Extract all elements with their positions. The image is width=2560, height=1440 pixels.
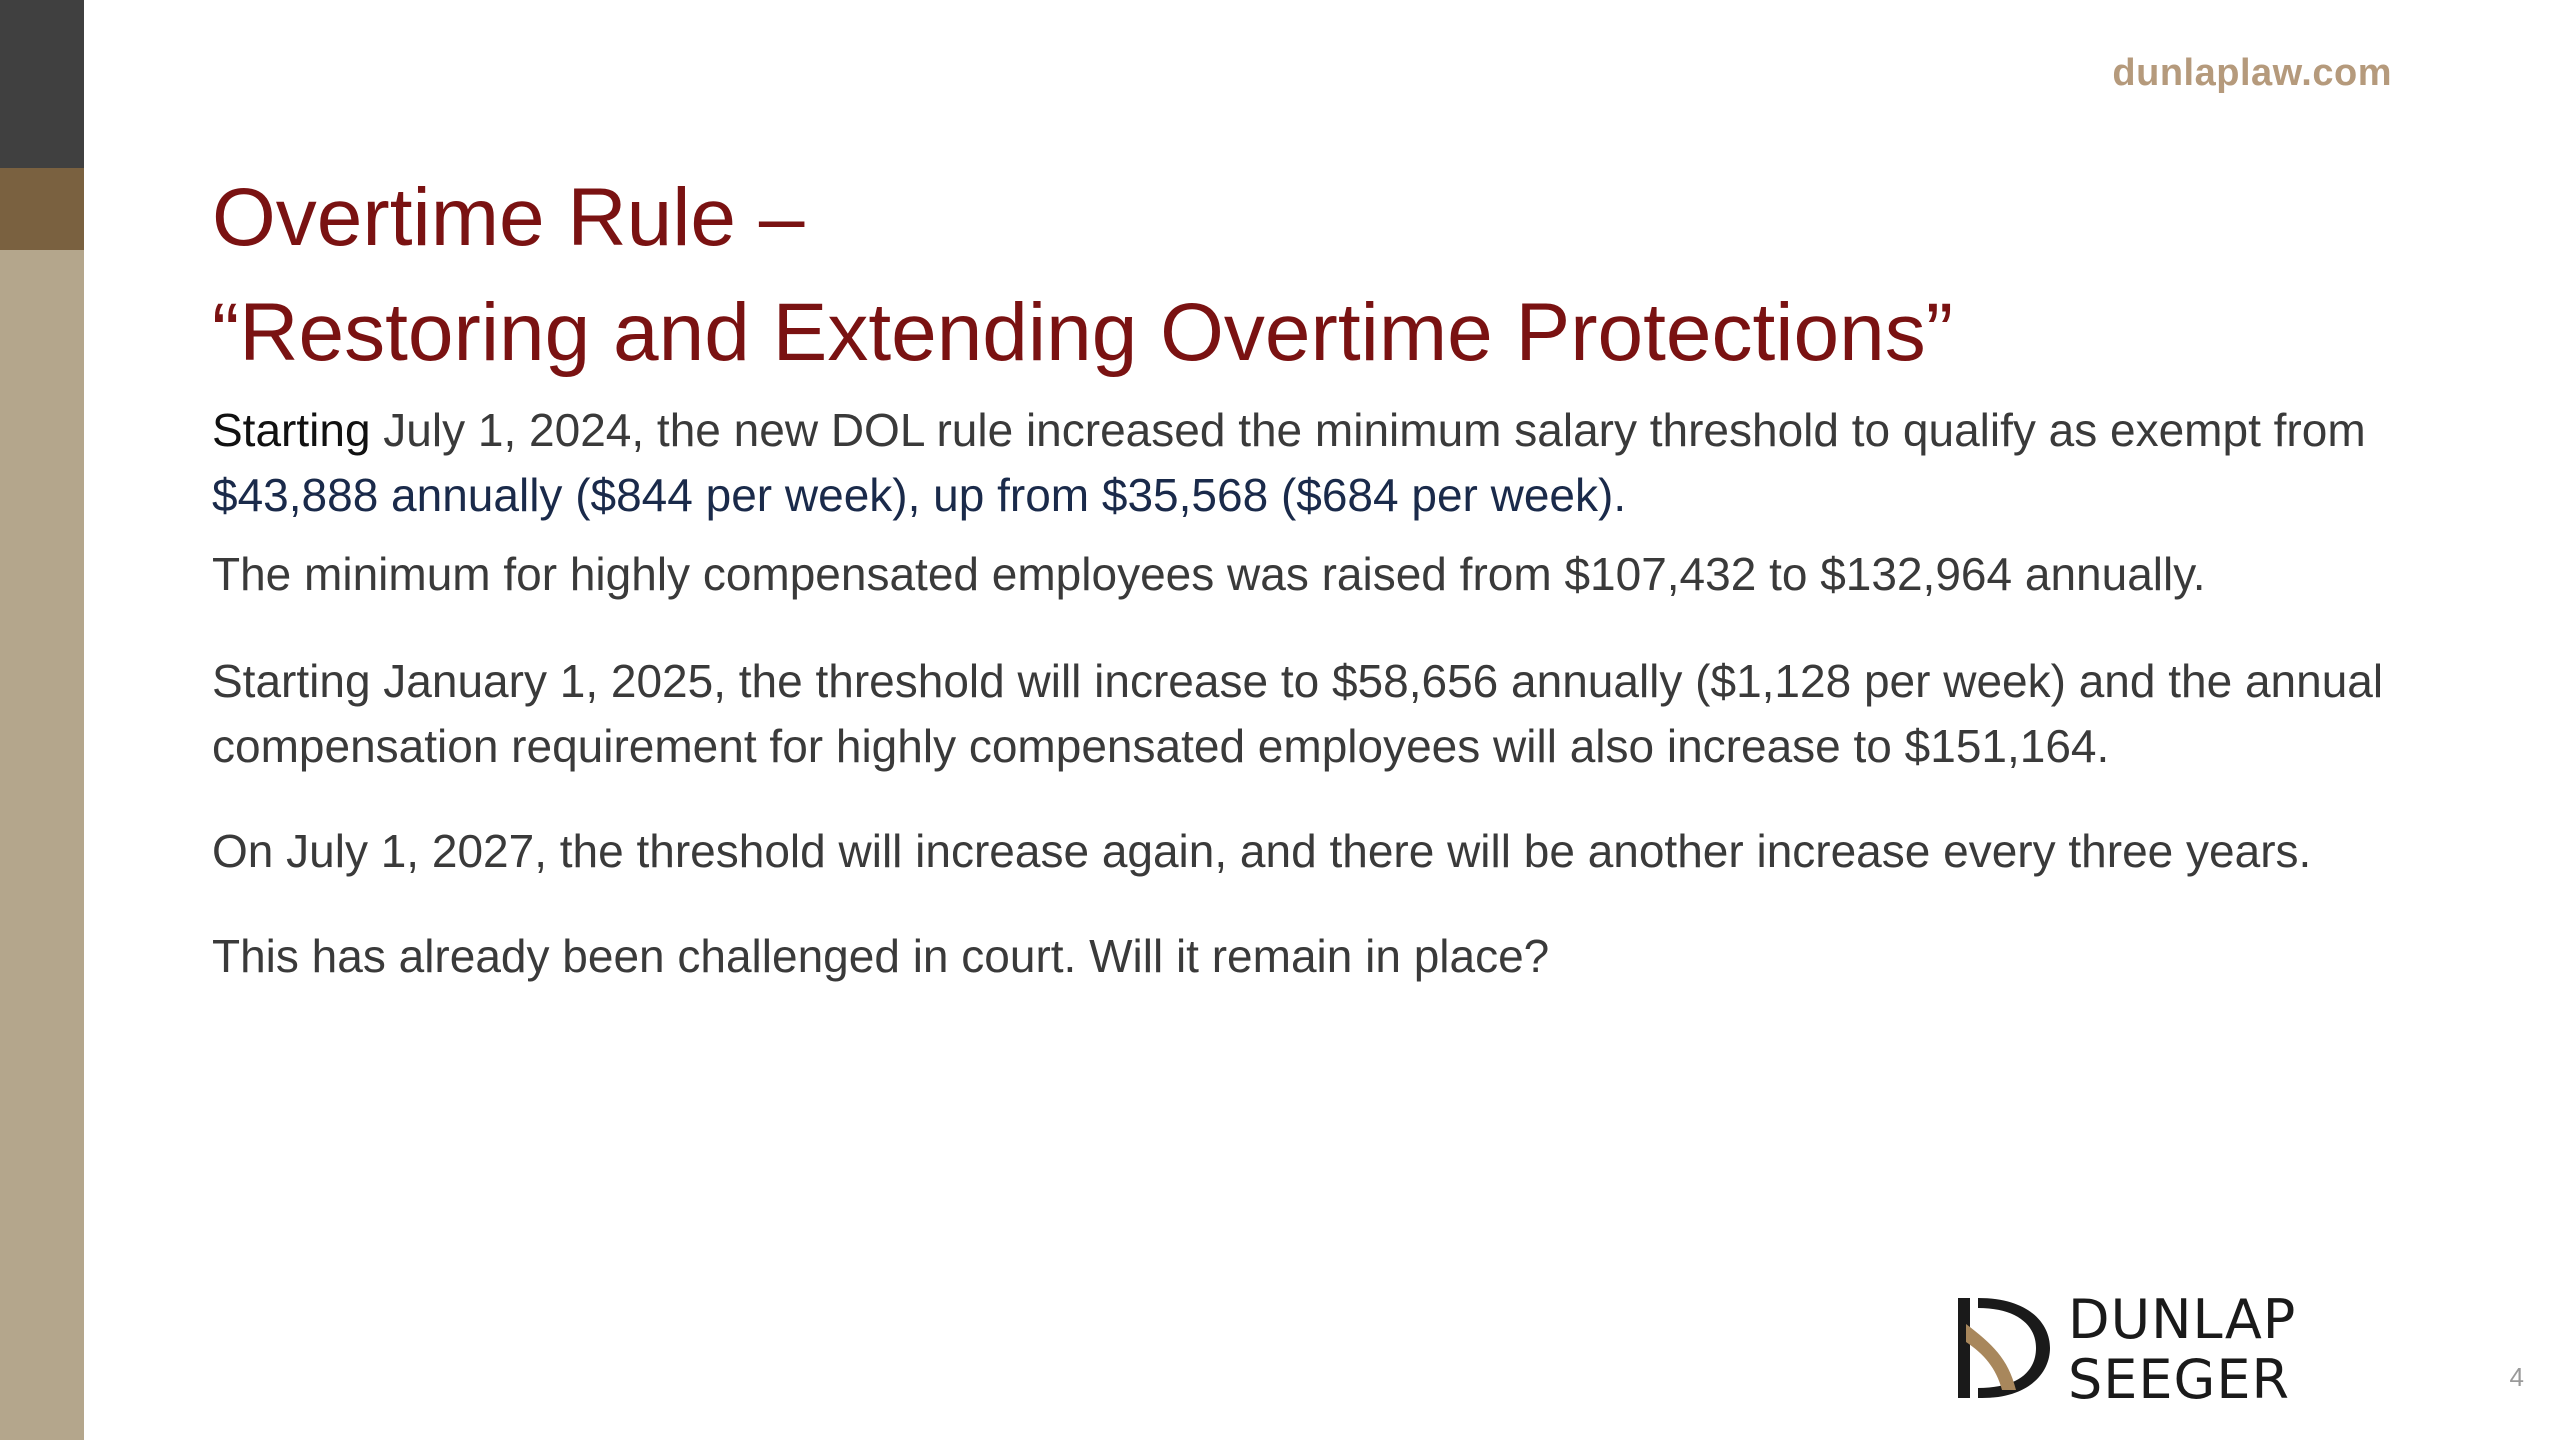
- sidebar-accent: [0, 0, 84, 1440]
- slide-title-line-2: “Restoring and Extending Overtime Protections”: [212, 287, 1954, 378]
- paragraph-threshold-2027: On July 1, 2027, the threshold will increase again, and there will be another increase every three years.: [212, 825, 2312, 877]
- paragraph-lead-word: Starting: [212, 404, 371, 456]
- paragraph-highly-compensated: The minimum for highly compensated employees was raised from $107,432 to $132,964 annually.: [212, 548, 2206, 600]
- site-url: dunlaplaw.com: [2112, 52, 2392, 94]
- logo-wordmark-line-2: SEEGER: [2068, 1348, 2290, 1411]
- paragraph-court-challenge: This has already been challenged in court. Will it remain in place?: [212, 930, 1550, 982]
- sidebar-brown-band: [0, 168, 84, 250]
- logo-wordmark-line-1: DUNLAP: [2068, 1288, 2297, 1351]
- page-number: 4: [2509, 1362, 2524, 1392]
- paragraph-threshold-2025: Starting January 1, 2025, the threshold will increase to $58,656 annually ($1,128 per week) and the annual compensation requirement for highly compensated employees will also increase to $151,164.: [212, 655, 2384, 772]
- paragraph-amounts: $43,888 annually ($844 per week), up from $35,568 ($684 per week).: [212, 469, 1627, 521]
- sidebar-dark-band: [0, 0, 84, 168]
- logo-wordmark: [2068, 1290, 2296, 1410]
- slide-title: [212, 160, 2462, 390]
- dunlap-seeger-d-mark-icon: [1952, 1294, 2052, 1402]
- company-logo: [1952, 1290, 2402, 1410]
- slide-title-line-1: Overtime Rule –: [212, 172, 805, 263]
- paragraph-text: July 1, 2024, the new DOL rule increased the minimum salary threshold to qualify as exempt from: [370, 404, 2366, 456]
- slide-body: [212, 398, 2432, 989]
- paragraph-threshold-2024: [212, 398, 2432, 528]
